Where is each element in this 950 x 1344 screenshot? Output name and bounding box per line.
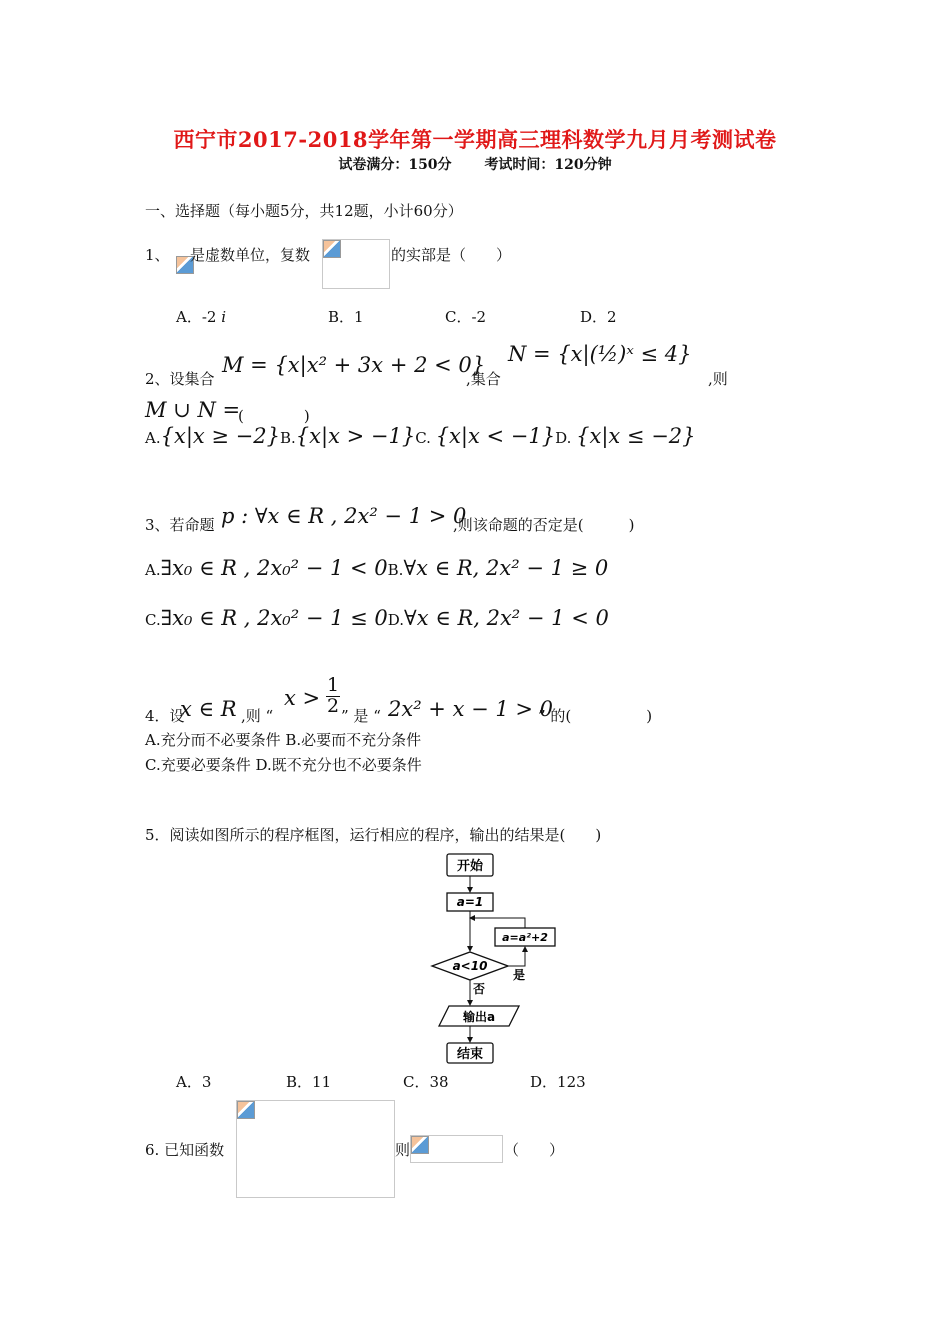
flow-condition-label: a<10 <box>452 959 488 973</box>
q3-proposition: p : ∀x ∈ R , 2x² − 1 > 0 <box>221 504 467 528</box>
q6-missing-expression <box>410 1135 503 1163</box>
q6-paren: （ ） <box>504 1141 565 1159</box>
q2-end: ,则 <box>708 370 728 388</box>
q3-option-d: ∀x ∈ R, 2x² − 1 < 0 <box>404 606 609 630</box>
q4-condition-2: 2x² + x − 1 > 0 <box>388 697 554 721</box>
q3-option-c-label: C. <box>145 611 161 629</box>
q2-option-c: {x|x < −1} <box>435 424 556 448</box>
flow-start-label: 开始 <box>456 859 484 874</box>
q3-end: ,则该命题的否定是( ) <box>453 516 635 534</box>
q3-options-ab <box>145 556 608 580</box>
q2-paren: ( ) <box>238 407 310 425</box>
flow-no-label: 否 <box>473 982 486 996</box>
q4-text-3: ” 的( ) <box>538 707 653 725</box>
flowchart <box>425 848 575 1070</box>
q3-option-c: ∃x₀ ∈ R , 2x₀² − 1 ≤ 0 <box>160 606 388 630</box>
q5-option-a: A．3 <box>176 1073 212 1091</box>
broken-image-icon <box>323 240 341 258</box>
flow-update-label: a=a²+2 <box>502 931 548 944</box>
q3-option-d-label: D. <box>387 611 405 629</box>
broken-image-icon <box>411 1136 429 1154</box>
q5-option-c: C．38 <box>403 1073 449 1091</box>
q3-options-cd <box>145 606 609 630</box>
exam-time: 考试时间：120分钟 <box>484 157 612 173</box>
q5-option-d: D．123 <box>530 1073 586 1091</box>
flow-output-label: 输出a <box>462 1010 496 1024</box>
page-subtitle <box>0 154 950 174</box>
flow-loop-line <box>470 918 525 928</box>
q1-text-2: 的实部是（ ） <box>391 246 512 264</box>
q2-option-c-label: C. <box>415 429 431 447</box>
q1-text-1: 是虚数单位，复数 <box>190 246 311 264</box>
q3-option-a: ∃x₀ ∈ R , 2x₀² − 1 < 0 <box>160 556 388 580</box>
q5-stem: 5．阅读如图所示的程序框图，运行相应的程序，输出的结果是( ) <box>145 826 602 844</box>
q2-set-m: M = {x|x² + 3x + 2 < 0} <box>222 353 486 377</box>
q4-fraction-numerator: 1 <box>326 674 340 696</box>
q1-option-a: A．-2 i <box>176 308 227 326</box>
flow-end-label: 结束 <box>456 1047 484 1062</box>
q2-option-d-label: D. <box>555 429 572 447</box>
q4-fraction <box>326 674 340 716</box>
q1-option-c: C．-2 <box>445 308 487 326</box>
q4-x-in-r: x ∈ R <box>180 697 237 721</box>
q4-text-2: ” 是 “ <box>341 707 381 725</box>
q4-condition-1: x > <box>284 686 321 710</box>
q2-option-b-label: B. <box>280 429 296 447</box>
q1-option-b: B．1 <box>328 308 364 326</box>
section-heading: 一、选择题（每小题5分，共12题，小计60分） <box>145 202 463 220</box>
q2-options <box>145 424 696 448</box>
flow-yes-label: 是 <box>513 968 526 982</box>
page-title: 西宁市2017-2018学年第一学期高三理科数学九月月考测试卷 <box>173 127 777 152</box>
q4-options-ab: A.充分而不必要条件 B.必要而不充分条件 <box>145 731 422 749</box>
q1-number: 1、 <box>145 246 170 264</box>
flow-init-label: a=1 <box>456 895 484 909</box>
q3-option-a-label: A. <box>145 561 161 579</box>
q2-option-a-label: A. <box>145 429 161 447</box>
q6-stem: 6. 已知函数 <box>145 1141 225 1159</box>
q2-union: M ∪ N = <box>145 398 241 422</box>
q1-option-d: D．2 <box>580 308 617 326</box>
q2-option-d: {x|x ≤ −2} <box>576 424 696 448</box>
q4-stem: 4．设 <box>145 707 185 725</box>
q2-stem: 2、设集合 <box>145 370 215 388</box>
broken-image-icon <box>237 1101 255 1119</box>
q2-set-n: N = {x|(½)ˣ ≤ 4} <box>508 342 692 366</box>
q6-then: 则 <box>395 1141 411 1159</box>
q2-option-b: {x|x > −1} <box>295 424 416 448</box>
q4-text-1: ,则 “ <box>241 707 274 725</box>
q4-options-cd: C.充要必要条件 D.既不充分也不必要条件 <box>145 756 422 774</box>
q2-mid: ,集合 <box>466 370 501 388</box>
q4-fraction-denominator: 2 <box>326 695 340 717</box>
q1-missing-formula <box>322 239 390 289</box>
q3-stem: 3、若命题 <box>145 516 215 534</box>
total-score: 试卷满分：150分 <box>338 157 452 173</box>
q3-option-b: ∀x ∈ R, 2x² − 1 ≥ 0 <box>403 556 609 580</box>
q3-option-b-label: B. <box>387 561 404 579</box>
q2-option-a: {x|x ≥ −2} <box>160 424 280 448</box>
flow-yes-line <box>508 947 525 966</box>
q5-option-b: B．11 <box>286 1073 332 1091</box>
q6-missing-function <box>236 1100 395 1198</box>
